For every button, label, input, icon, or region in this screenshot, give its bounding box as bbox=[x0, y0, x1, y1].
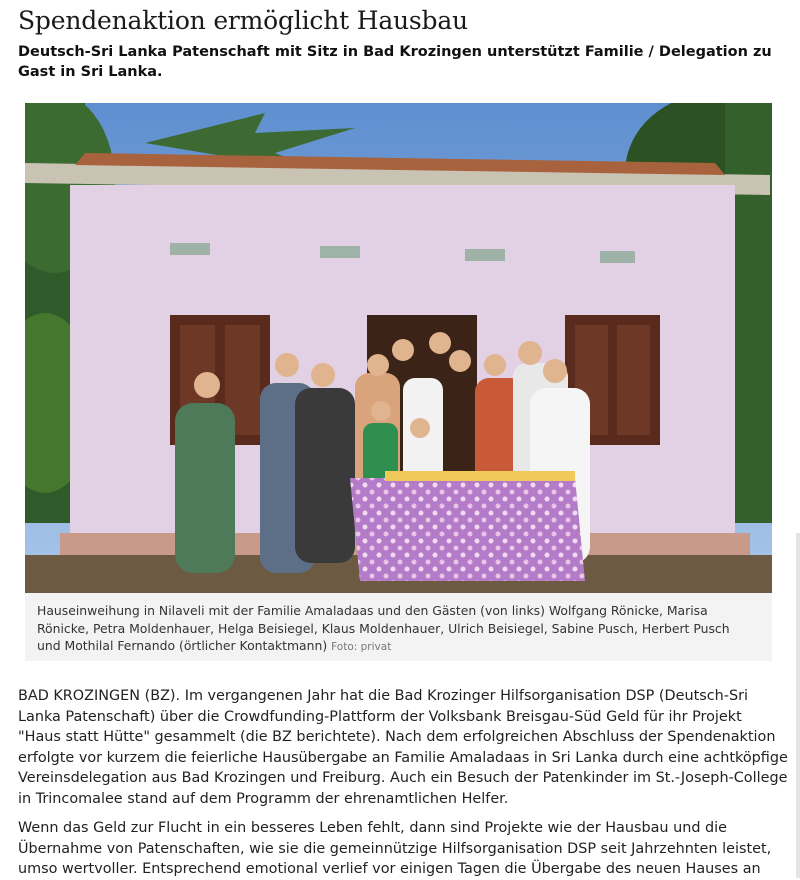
article-photo[interactable] bbox=[25, 103, 772, 593]
article-subheadline: Deutsch-Sri Lanka Patenschaft mit Sitz in Bad Krozingen unterstützt Familie / Delegation zu Gast in Sri Lanka. bbox=[18, 44, 772, 80]
article-paragraph-2: Wenn das Geld zur Flucht in ein besseres Leben fehlt, dann sind Projekte wie der Hausbau und die Übernahme von Patenschaften, wie sie die gemeinnützige Hilfsorganisation DSP seit Jahrzehnten leistet, umso wertvoller. Entsprechend emotional verlief vor einigen Tagen die Übergabe des neuen Hauses an bbox=[18, 820, 772, 877]
photo-caption-box bbox=[25, 593, 772, 661]
photo-credit: Foto: privat bbox=[331, 641, 392, 653]
photo-house-scene bbox=[25, 103, 772, 593]
page-edge-divider bbox=[796, 533, 800, 878]
photo-caption-text: Hauseinweihung in Nilaveli mit der Familie Amaladaas und den Gästen (von links) Wolfgang Rönicke, Marisa Rönicke, Petra Moldenhauer, Helga Beisiegel, Klaus Moldenhauer, Ulrich Beisiegel, Sabine Pusch, Herbert Pusch und Mothilal Fernando (örtlicher Kontaktmann) bbox=[37, 603, 730, 653]
article-headline: Spendenaktion ermöglicht Hausbau bbox=[18, 6, 468, 35]
photo-caption bbox=[37, 602, 757, 657]
article-paragraph-1: BAD KROZINGEN (BZ). Im vergangenen Jahr hat die Bad Krozinger Hilfsorganisation DSP (Deutsch-Sri Lanka Patenschaft) über die Crowdfunding-Plattform der Volksbank Breisgau-Süd Geld für ihr Projekt "Haus statt Hütte" gesammelt (die BZ berichtete). Nach dem erfolgreichen Abschluss der Spendenaktion erfolgte vor kurzem die feierliche Hausübergabe an Familie Amaladaas in Sri Lanka durch eine achtköpfige Vereinsdelegation aus Bad Krozingen und Freiburg. Auch ein Besuch der Patenkinder im St.-Joseph-College in Trincomalee stand auf dem Programm der ehrenamtlichen Helfer. bbox=[18, 688, 788, 807]
